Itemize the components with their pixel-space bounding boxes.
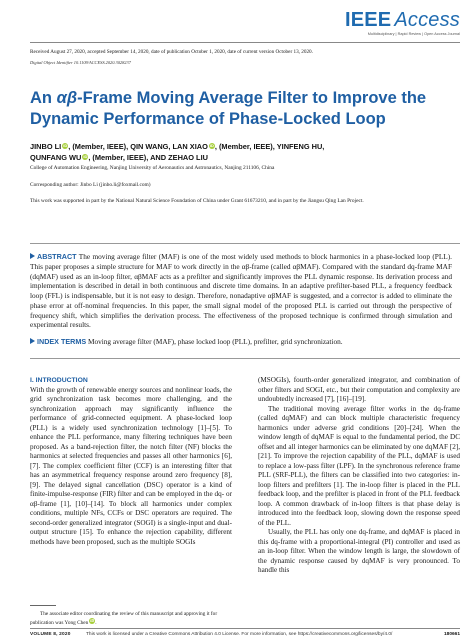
index-terms-text: Moving average filter (MAF), phase locked loop (PLL), prefilter, grid synchronization. (87, 337, 343, 346)
paragraph: Usually, the PLL has only one dq-frame, and dqMAF is placed in this dq-frame with a proportional-integral (PI) controller and used as an in-loop filter. When the window length is large, the slowdown of the dynamic response caused by dqMAF is very pronounced. To handle this (258, 528, 460, 574)
license-text: This work is licensed under a Creative Commons Attribution 4.0 License. For more information, see https://creativecommons.org/licenses/by/4.0/ (86, 632, 393, 637)
paragraph: (MSOGIs), fourth-order generalized integrator, and combination of other filters and SOGI, etc., but their computation and complexity are undoubtedly increased [7], [16]–[19]. (258, 376, 460, 403)
section-heading: I. INTRODUCTION (30, 377, 88, 384)
header-rule (30, 42, 460, 43)
orcid-icon[interactable]: iD (90, 618, 95, 624)
logo-ieee: IEEE (344, 9, 392, 31)
doi: Digital Object Identifier 10.1109/ACCESS.2020.3028237 (30, 60, 131, 65)
abstract (30, 252, 452, 330)
triangle-bullet-icon (30, 253, 35, 259)
index-terms-label: INDEX TERMS (37, 337, 87, 346)
paragraph: With the growth of renewable energy sources and nonlinear loads, the grid synchronization task becomes more challenging, and the synchronization approach may significantly influence the performance of grid-connected equipment. A phase-locked loop (PLL) is a widely used synchronization technology [1]–[5]. To enhance the PLL performance, many filtering techniques have been proposed. As a band-rejection filter, the notch filter (NF) blocks the harmonics at selected frequencies and passes all other harmonics [6], [7]. The complex coefficient filter (CCF) is an interesting filter that has an asymmetrical frequency response around zero frequency [8], [9]. The delayed signal cancellation (DSC) operator is a kind of finite-impulse-response (FIR) filter and can be employed in the dq- or αβ-frame [1], [10]–[14]. To block all harmonics under complex conditions, multiple NFs, CCFs or DSC operators are required. The second-order generalized integrator (SOGI) is a single-input and dual-output structure [15]. To enhance the rejection capability, different methods have been proposed, such as the multiple SOGIs (30, 385, 232, 546)
abstract-label: ABSTRACT (37, 252, 77, 261)
footnote: The associate editor coordinating the review of this manuscript and approving it for publication was Yong Chen iD. (30, 611, 218, 627)
author-name: QUNFANG WU (30, 152, 82, 162)
page-number: 180661 (443, 632, 460, 637)
triangle-bullet-icon (30, 338, 35, 344)
author-name: , (Member, IEEE), YINFENG HU, (214, 142, 325, 151)
volume-label: VOLUME 8, 2020 (30, 632, 71, 637)
page-footer (30, 631, 460, 639)
footer-rule (30, 628, 460, 629)
footnote-rule (30, 605, 56, 606)
ieee-access-logo (345, 10, 460, 30)
title-rest: -Frame Moving Average Filter to Improve the Dynamic Performance of Phase-Locked Loop (30, 89, 427, 128)
title-symbol: αβ (56, 89, 78, 107)
footnote-text: The associate editor coordinating the review of this manuscript and approving it for publication was Yong Chen (30, 611, 218, 627)
author-name: , (Member, IEEE), QIN WANG, LAN XIAO (68, 142, 208, 151)
right-column (258, 376, 460, 576)
funding-statement: This work was supported in part by the National Natural Science Foundation of China under Grant 61673210, and in part by the Jiangsu Qing Lan Project. (30, 198, 364, 204)
abstract-top-rule (30, 243, 460, 244)
publication-dates: Received August 27, 2020, accepted September 14, 2020, date of publication October 1, 2020, date of current version October 13, 2020. (30, 49, 313, 55)
author-list (30, 142, 454, 163)
abstract-text: The moving average filter (MAF) is one of the most widely used methods to block harmonics in a phase-locked loop (PLL). This paper proposes a simple structure for MAF to work directly in the αβ-frame (called αβMAF). Compared with the standard dq-frame MAF (dqMAF) used as an in-loop filter, αβMAF acts as a prefilter and significantly improves the PLL dynamic response. Its derivation process and implementation is described in detail in both continuous and discrete time domains. In an adaptive prefilter-based PLL, a frequency feedback loop (FFL) is indispensable, but it is not easy to design. Therefore, nonadaptive αβMAF is suggested, and a corrector is added to eliminate the phase error at off-nominal frequencies. In this paper, the small signal model of the proposed PLL is carried out through the perspective of frequency shift, which simplifies the derivation process. The effectiveness of the proposed technique is confirmed through simulation and experimental results. (30, 252, 452, 330)
orcid-icon[interactable]: iD (63, 143, 68, 148)
paragraph: The traditional moving average filter works in the dq-frame (called dqMAF) and can block multiple characteristic frequency harmonics under adverse grid conditions [20]–[24]. When the window length of dqMAF is equal to the fundamental period, the DC offset and all integer harmonics can be eliminated by one dqMAF [2], [21]. To improve the rejection capability of the PLL, dqMAF is used to replace a low-pass filter (LPF). In the synchronous reference frame PLL (SRF-PLL), the filters can be classified into two categories: in-loop filters and prefilters [1]. The in-loop filter is placed in the PLL feedback loop, and the prefilter is placed in front of the PLL feedback loop. A common drawback of in-loop filters is that phase delay is introduced into the feedback loop, slowing down the response speed of the PLL. (258, 404, 460, 527)
journal-brand (345, 10, 460, 36)
index-terms (30, 337, 452, 347)
author-name: , (Member, IEEE), AND ZEHAO LIU (88, 152, 208, 162)
abstract-bottom-rule (30, 358, 460, 359)
left-column (30, 376, 232, 547)
corresponding-author: Corresponding author: Jinbo Li (jinbo.li@foxmail.com) (30, 182, 151, 188)
author-name: JINBO LI (30, 142, 62, 151)
paper-title (30, 88, 454, 130)
orcid-icon[interactable]: iD (83, 153, 88, 159)
logo-access: Access (394, 9, 460, 31)
journal-tagline: Multidisciplinary | Rapid Review | Open Access Journal (367, 32, 460, 36)
affiliation: College of Automation Engineering, Nanjing University of Aeronautics and Astronautics, Nanjing 211106, China (30, 165, 275, 171)
orcid-icon[interactable]: iD (209, 143, 214, 148)
title-prefix: An (30, 89, 57, 107)
